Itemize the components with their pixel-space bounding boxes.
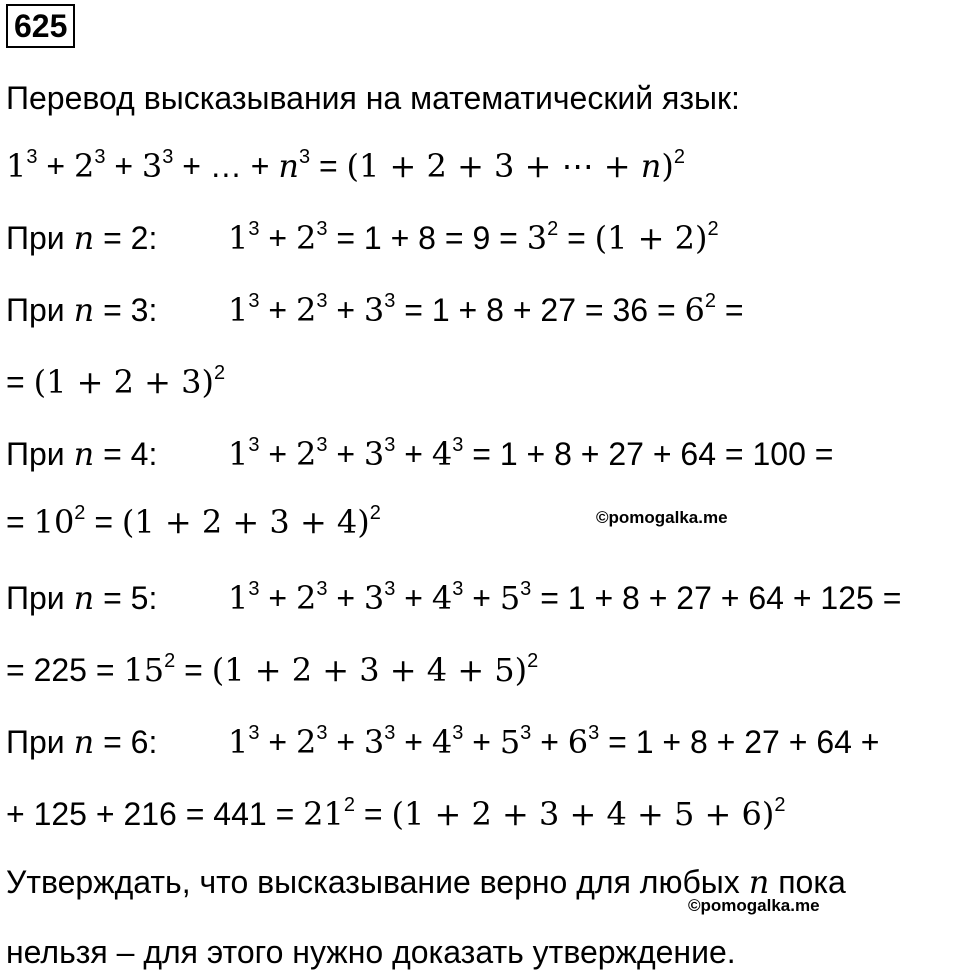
conclusion-line-2: нельзя – для этого нужно доказать утверждение. — [6, 934, 736, 970]
case-label: При n = 4: — [6, 435, 158, 473]
conclusion-line-1: Утверждать, что высказывание верно для любых n пока — [6, 863, 846, 901]
case-n6: При n = 6: $1^3 + 2^3 + 3^3 + 4^3 + 5^3 + 6^3 = 1 + 8 + 27 + 64$ + — [6, 722, 880, 761]
problem-number: 625 — [6, 4, 75, 48]
main-formula: $1^3 + 2^3 + 3^3$ + … + $n^3 = (1 + 2 + 3$ + ⋯ + n)$^2$ — [6, 146, 685, 185]
case-label: При n = 2: — [6, 219, 158, 257]
case-n6-cont: + $125 + 216 = 441 = 21^2 = (1 + 2 + 3 + 4 + 5 + 6)^2$ — [6, 794, 786, 833]
watermark: ©pomogalka.me — [596, 508, 728, 527]
case-n4-cont: = $10^2 = (1 + 2 + 3 + 4)^2$ — [6, 502, 381, 541]
case-n2: При n = 2: $1^3 + 2^3 = 1 + 8 = 9 = 3^2 = (1 + 2)^2$ — [6, 218, 719, 257]
case-n5: При n = 5: $1^3 + 2^3 + 3^3 + 4^3 + 5^3 = 1 + 8 + 27 + 64 + 125$ = — [6, 578, 902, 617]
case-n4: При n = 4: $1^3 + 2^3 + 3^3 + 4^3 = 1 + 8 + 27 + 64 = 100$ = — [6, 434, 834, 473]
case-n3: При n = 3: $1^3 + 2^3 + 3^3 = 1 + 8 + 27 = 36 = 6^2$ = — [6, 290, 744, 329]
case-n5-cont: = $225 = 15^2 = (1 + 2 + 3 + 4 + 5)^2$ — [6, 650, 539, 689]
intro-text: Перевод высказывания на математический язык: — [6, 80, 740, 116]
case-label: При n = 5: — [6, 579, 158, 617]
watermark: ©pomogalka.me — [688, 896, 820, 915]
case-label: При n = 6: — [6, 723, 158, 761]
case-n3-cont: = $(1 + 2 + 3)^2$ — [6, 362, 226, 401]
case-label: При n = 3: — [6, 291, 158, 329]
